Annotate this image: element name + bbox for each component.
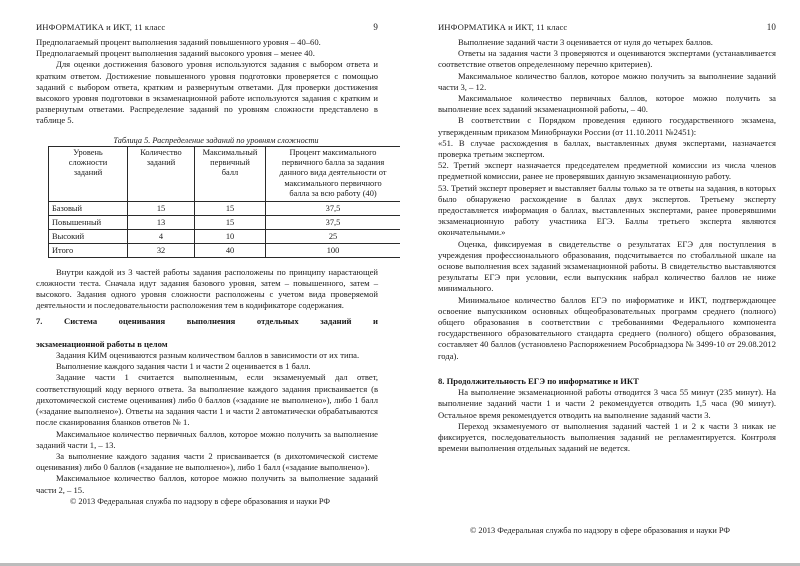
table-header-count	[128, 146, 195, 201]
cell-max-primary: 10	[195, 229, 266, 243]
table-caption	[36, 136, 378, 145]
header-percent-line4: максимального первичного	[284, 178, 382, 188]
paragraph-l3: Для оценки достижения базового уровня используются задания с выбором ответа и кратким ответом. Достижение повышенного уровня подготовки проверяется с помощью заданий с выбором ответа, кратким и развернутым ответами. Для проверки достижения высокого уровня подготовки в экзаменационной работе используются задания с кратким и развернутым ответами. Распределение заданий по уровням сложности представлено в таблице 5.	[36, 59, 378, 126]
spacer-before-section8	[438, 362, 776, 376]
cell-count: 4	[128, 229, 195, 243]
running-head-title: ИНФОРМАТИКА и ИКТ, 11 класс	[36, 22, 166, 32]
paragraph-r3: Максимальное количество баллов, которое можно получить за выполнение заданий части 3, – 12.	[438, 70, 776, 92]
table-row	[49, 201, 401, 215]
table-header-percent	[266, 146, 401, 201]
paragraph-r2: Ответы на задания части 3 проверяются и оцениваются экспертами (устанавливается соответствие ответов определенному перечню критериев).	[438, 48, 776, 70]
paragraph-l9: За выполнение каждого задания части 2 присваивается (в дихотомической системе оценивания) либо 0 баллов («задание не выполнено»), либо 1 балл («задание выполнено»).	[36, 450, 378, 473]
header-percent-line3: данного вида деятельности от	[279, 168, 387, 178]
paragraph-r5: В соответствии с Порядком проведения единого государственного экзамена, утвержденным приказом Минобрнауки России (от 11.10.2011 №2451):	[438, 115, 776, 137]
cell-percent: 37,5	[266, 215, 401, 229]
running-head-title: ИНФОРМАТИКА и ИКТ, 11 класс	[438, 22, 568, 32]
copyright-right: © 2013 Федеральная служба по надзору в сфере образования и науки РФ	[469, 526, 731, 535]
page-right	[400, 0, 800, 566]
cell-level: Базовый	[49, 201, 128, 215]
running-head-right	[438, 22, 776, 32]
paragraph-r7: 52. Третий эксперт назначается председателем предметной комиссии из числа членов предметной комиссии, ранее не проверявших данную экзаменационную работу.	[438, 160, 776, 182]
paragraph-r12: Переход экзаменуемого от выполнения заданий частей 1 и 2 к части 3 никак не фиксируется, последовательность выполнения заданий не регламентируется. Контроля времени выполнения отдельных заданий не ведется.	[438, 420, 776, 454]
cell-max-primary: 15	[195, 201, 266, 215]
section-7-number: 7.	[36, 316, 43, 327]
paragraph-r10: Минимальное количество баллов ЕГЭ по информатике и ИКТ, подтверждающее освоение выпускником основных общеобразовательных программ среднего (полного) общего образования в соответствии с требованиями Федерального компонента государственного образовательного стандарта среднего (полного) общего образования, составляет 40 баллов (установлено Распоряжением Рособрнадзора № 3499-10 от 29.08.2012 года).	[438, 294, 776, 361]
header-level-line3: заданий	[73, 168, 103, 178]
cell-count: 13	[128, 215, 195, 229]
difficulty-distribution-table	[48, 146, 401, 258]
section-7-heading	[36, 316, 378, 338]
table-header-max-primary	[195, 146, 266, 201]
page-number-left: 9	[373, 22, 378, 32]
header-max-line2: первичный	[210, 158, 250, 168]
section-8-heading: 8. Продолжительность ЕГЭ по информатике и ИКТ	[438, 375, 639, 386]
table-caption-text: Распределение заданий по уровням сложности	[152, 135, 319, 145]
cell-level: Итого	[49, 243, 128, 257]
header-percent-line2: первичного балла за задания	[281, 158, 385, 168]
table-header-level	[49, 146, 128, 201]
paragraph-l8: Максимальное количество первичных баллов, которое можно получить за выполнение заданий части 1, – 13.	[36, 428, 378, 450]
paragraph-l7: Задание части 1 считается выполненным, если экзаменуемый дал ответ, соответствующий коду верного ответа. За выполнение каждого задания присваивается (в дихотомической системе оценивания) либо 0 баллов («задание не выполнено»), либо 1 балл («задание выполнено»). Ответы на задания части 1 и части 2 автоматически обрабатываются после сканирования бланков ответов № 1.	[36, 372, 378, 428]
header-max-line3: балл	[221, 168, 239, 178]
paragraph-l6: Выполнение каждого задания части 1 и части 2 оценивается в 1 балл.	[56, 361, 311, 372]
paragraph-l10: Максимальное количество баллов, которое можно получить за выполнение заданий части 2, – 15.	[36, 473, 378, 495]
table-row	[49, 243, 401, 257]
paragraph-l5: Задания КИМ оцениваются разным количеством баллов в зависимости от их типа.	[56, 350, 360, 361]
cell-count: 15	[128, 201, 195, 215]
table-row	[49, 229, 401, 243]
spacer-after-table	[36, 258, 378, 267]
cell-max-primary: 40	[195, 243, 266, 257]
cell-percent: 37,5	[266, 201, 401, 215]
page-number-right: 10	[766, 22, 776, 32]
paragraph-l4: Внутри каждой из 3 частей работы задания расположены по принципу нарастающей сложности теста. Сначала идут задания базового уровня, затем – повышенного, затем – высокого. Задания одного уровня сложности расположены с учетом вида проверяемой деятельности и последовательности расположения тем в кодификаторе содержания.	[36, 266, 378, 311]
paragraph-l1: Предполагаемый процент выполнения заданий повышенного уровня – 40–60.	[36, 37, 321, 47]
cell-level: Высокий	[49, 229, 128, 243]
section-7-title-line1: Система оценивания выполнения отдельных заданий и	[64, 316, 378, 327]
spacer-before-table	[36, 127, 378, 136]
paragraph-r6: «51. В случае расхождения в баллах, выставленных двумя экспертами, назначается проверка третьим экспертом.	[438, 137, 776, 160]
paragraph-r11: На выполнение экзаменационной работы отводится 3 часа 55 минут (235 минут). На выполнение заданий части 1 и части 2 рекомендуется отводить 1,5 часа (90 минут). Остальное время рекомендуется отводить на выполнение заданий части 3.	[438, 387, 776, 420]
header-level-line2: сложности	[68, 158, 108, 168]
cell-count: 32	[128, 243, 195, 257]
paragraph-r9: Оценка, фиксируемая в свидетельстве о результатах ЕГЭ для поступления в учреждения профессионального образования, подсчитывается по стобалльной шкале на основе выполнения всех заданий экзаменационной работы. В свидетельство выставляются результаты ЕГЭ при условии, если выпускник набрал количество баллов не ниже минимального.	[438, 238, 776, 294]
cell-level: Повышенный	[49, 215, 128, 229]
copyright-left: © 2013 Федеральная служба по надзору в сфере образования и науки РФ	[69, 497, 331, 506]
table-caption-label: Таблица 5.	[113, 135, 151, 145]
cell-percent: 25	[266, 229, 401, 243]
header-max-line1: Максимальный	[202, 147, 258, 157]
paragraph-l2: Предполагаемый процент выполнения заданий высокого уровня – менее 40.	[36, 48, 315, 59]
paragraph-r1: Выполнение заданий части 3 оценивается от нуля до четырех баллов.	[458, 37, 713, 47]
header-percent-line1: Процент максимального	[289, 147, 377, 157]
table-header-row	[49, 146, 401, 201]
table-row	[49, 215, 401, 229]
cell-max-primary: 15	[195, 215, 266, 229]
header-level-line1: Уровень	[73, 147, 103, 157]
paragraph-r8: 53. Третий эксперт проверяет и выставляет баллы только за те ответы на задания, в которых было обнаружено расхождение в баллах двух экспертов. Третьему эксперту предоставляется информация о баллах, выставленных экспертами, ранее проверявшими экзаменационную работу участника ЕГЭ. Баллы третьего эксперта являются окончательными.»	[438, 182, 776, 238]
running-head-left	[36, 22, 378, 32]
paragraph-r4: Максимальное количество первичных баллов, которое можно получить за выполнение всех заданий экзаменационной работы, – 40.	[438, 93, 776, 115]
table-head	[49, 146, 401, 201]
table-body	[49, 201, 401, 257]
header-count-line2: заданий	[146, 158, 176, 168]
section-7-heading-cont: экзаменационной работы в целом	[36, 338, 168, 349]
header-percent-line5: балла за всю работу (40)	[289, 189, 377, 199]
cell-percent: 100	[266, 243, 401, 257]
header-count-line1: Количество	[140, 147, 182, 157]
